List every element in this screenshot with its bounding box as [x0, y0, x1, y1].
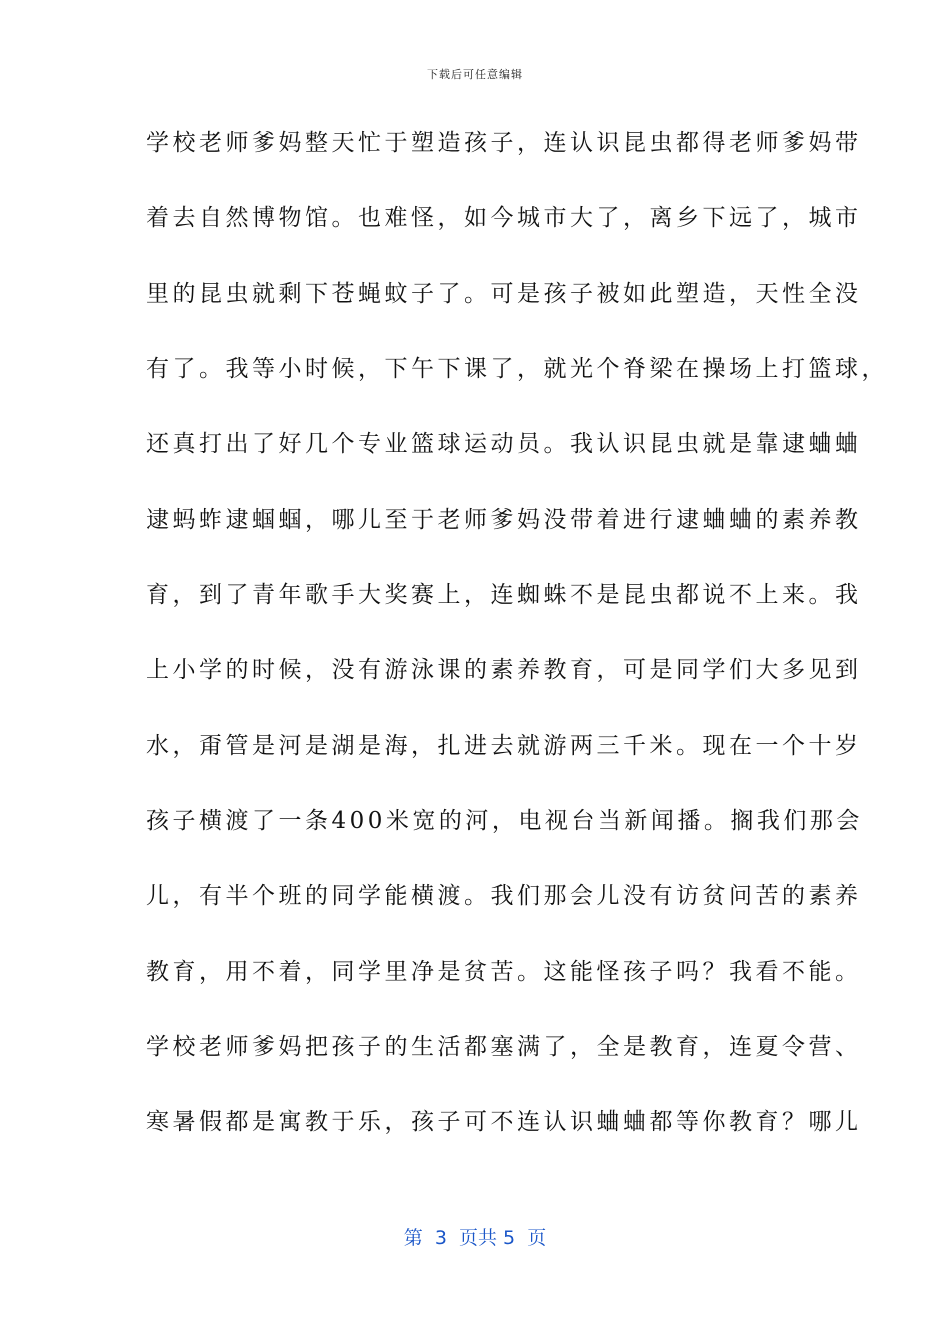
text-line: 水，甭管是河是湖是海，扎进去就游两三千米。现在一个十岁 [146, 733, 862, 759]
text-line: 里的昆虫就剩下苍蝇蚊子了。可是孩子被如此塑造，天性全没 [146, 281, 862, 307]
text-line: 学校老师爹妈整天忙于塑造孩子，连认识昆虫都得老师爹妈带 [146, 130, 862, 156]
text-line: 寒暑假都是寓教于乐，孩子可不连认识蛐蛐都等你教育？哪儿 [146, 1109, 862, 1135]
text-line: 儿，有半个班的同学能横渡。我们那会儿没有访贫问苦的素养 [146, 883, 862, 909]
text-line: 学校老师爹妈把孩子的生活都塞满了，全是教育，连夏令营、 [146, 1034, 862, 1060]
page-header: 下载后可任意编辑 [427, 68, 523, 81]
text-line: 育，到了青年歌手大奖赛上，连蜘蛛不是昆虫都说不上来。我 [146, 582, 862, 608]
page-number-footer: 第 3 页共 5 页 [403, 1227, 547, 1249]
text-line: 教育，用不着，同学里净是贫苦。这能怪孩子吗？我看不能。 [146, 959, 862, 985]
text-line: 上小学的时候，没有游泳课的素养教育，可是同学们大多见到 [146, 657, 862, 683]
text-line: 孩子横渡了一条400米宽的河，电视台当新闻播。搁我们那会 [146, 808, 863, 834]
text-line: 着去自然博物馆。也难怪，如今城市大了，离乡下远了，城市 [146, 205, 862, 231]
text-line: 还真打出了好几个专业篮球运动员。我认识昆虫就是靠逮蛐蛐 [146, 431, 862, 457]
text-line: 逮蚂蚱逮蝈蝈，哪儿至于老师爹妈没带着进行逮蛐蛐的素养教 [146, 507, 862, 533]
text-line: 有了。我等小时候，下午下课了，就光个脊梁在操场上打篮球， [146, 356, 888, 382]
